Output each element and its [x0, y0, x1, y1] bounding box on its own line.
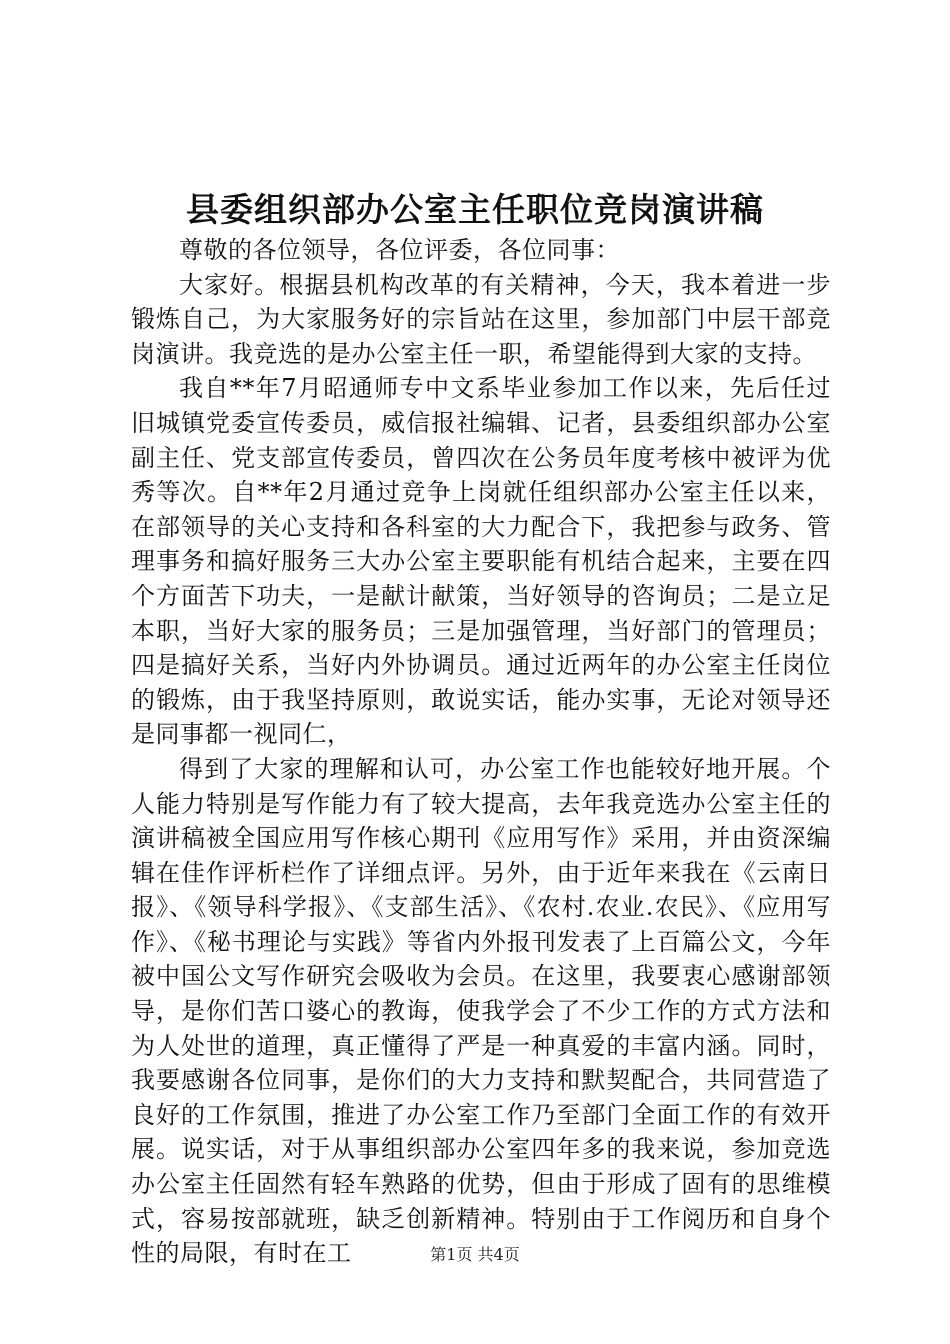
paragraph-experience: 我自**年7月昭通师专中文系毕业参加工作以来，先后任过旧城镇党委宣传委员，威信报社编辑、记者，县委组织部办公室副主任、党支部宣传委员，曾四次在公务员年度考核中被评为优秀等次。自**年2月通过竞争上岗就任组织部办公室主任以来，在部领导的关心支持和各科室的大力配合下，我把参与政务、管理事务和搞好服务三大办公室主要职能有机结合起来，主要在四个方面苦下功夫，一是献计献策，当好领导的咨询员；二是立足本职，当好大家的服务员；三是加强管理，当好部门的管理员；四是搞好关系，当好内外协调员。通过近两年的办公室主任岗位的锻炼，由于我坚持原则，敢说实话，能办实事，无论对领导还是同事都一视同仁，	[131, 374, 831, 749]
paragraph-achievements: 得到了大家的理解和认可，办公室工作也能较好地开展。个人能力特别是写作能力有了较大提高，去年我竞选办公室主任的演讲稿被全国应用写作核心期刊《应用写作》采用，并由资深编辑在佳作评析栏作了详细点评。另外，由于近年来我在《云南日报》、《领导科学报》、《支部生活》、《农村.农业.农民》、《应用写作》、《秘书理论与实践》等省内外报刊发表了上百篇公文，今年被中国公文写作研究会吸收为会员。在这里，我要衷心感谢部领导，是你们苦口婆心的教诲，使我学会了不少工作的方式方法和为人处世的道理，真正懂得了严是一种真爱的丰富内涵。同时，我要感谢各位同事，是你们的大力支持和默契配合，共同营造了良好的工作氛围，推进了办公室工作乃至部门全面工作的有效开展。说实话，对于从事组织部办公室四年多的我来说，参加竞选办公室主任固然有轻车熟路的优势，但由于形成了固有的思维模式，容易按部就班，缺乏创新精神。特别由于工作阅历和自身个性的局限，有时在工	[131, 754, 831, 1268]
document-body	[131, 233, 831, 1271]
page-number-footer: 第1页 共4页	[430, 1245, 520, 1264]
document-title: 县委组织部办公室主任职位竞岗演讲稿	[186, 190, 764, 229]
paragraph-greeting: 大家好。根据县机构改革的有关精神，今天，我本着进一步锻炼自己，为大家服务好的宗旨站在这里，参加部门中层干部竞岗演讲。我竞选的是办公室主任一职，希望能得到大家的支持。	[131, 270, 831, 368]
paragraph-salutation: 尊敬的各位领导，各位评委，各位同事：	[179, 236, 620, 264]
